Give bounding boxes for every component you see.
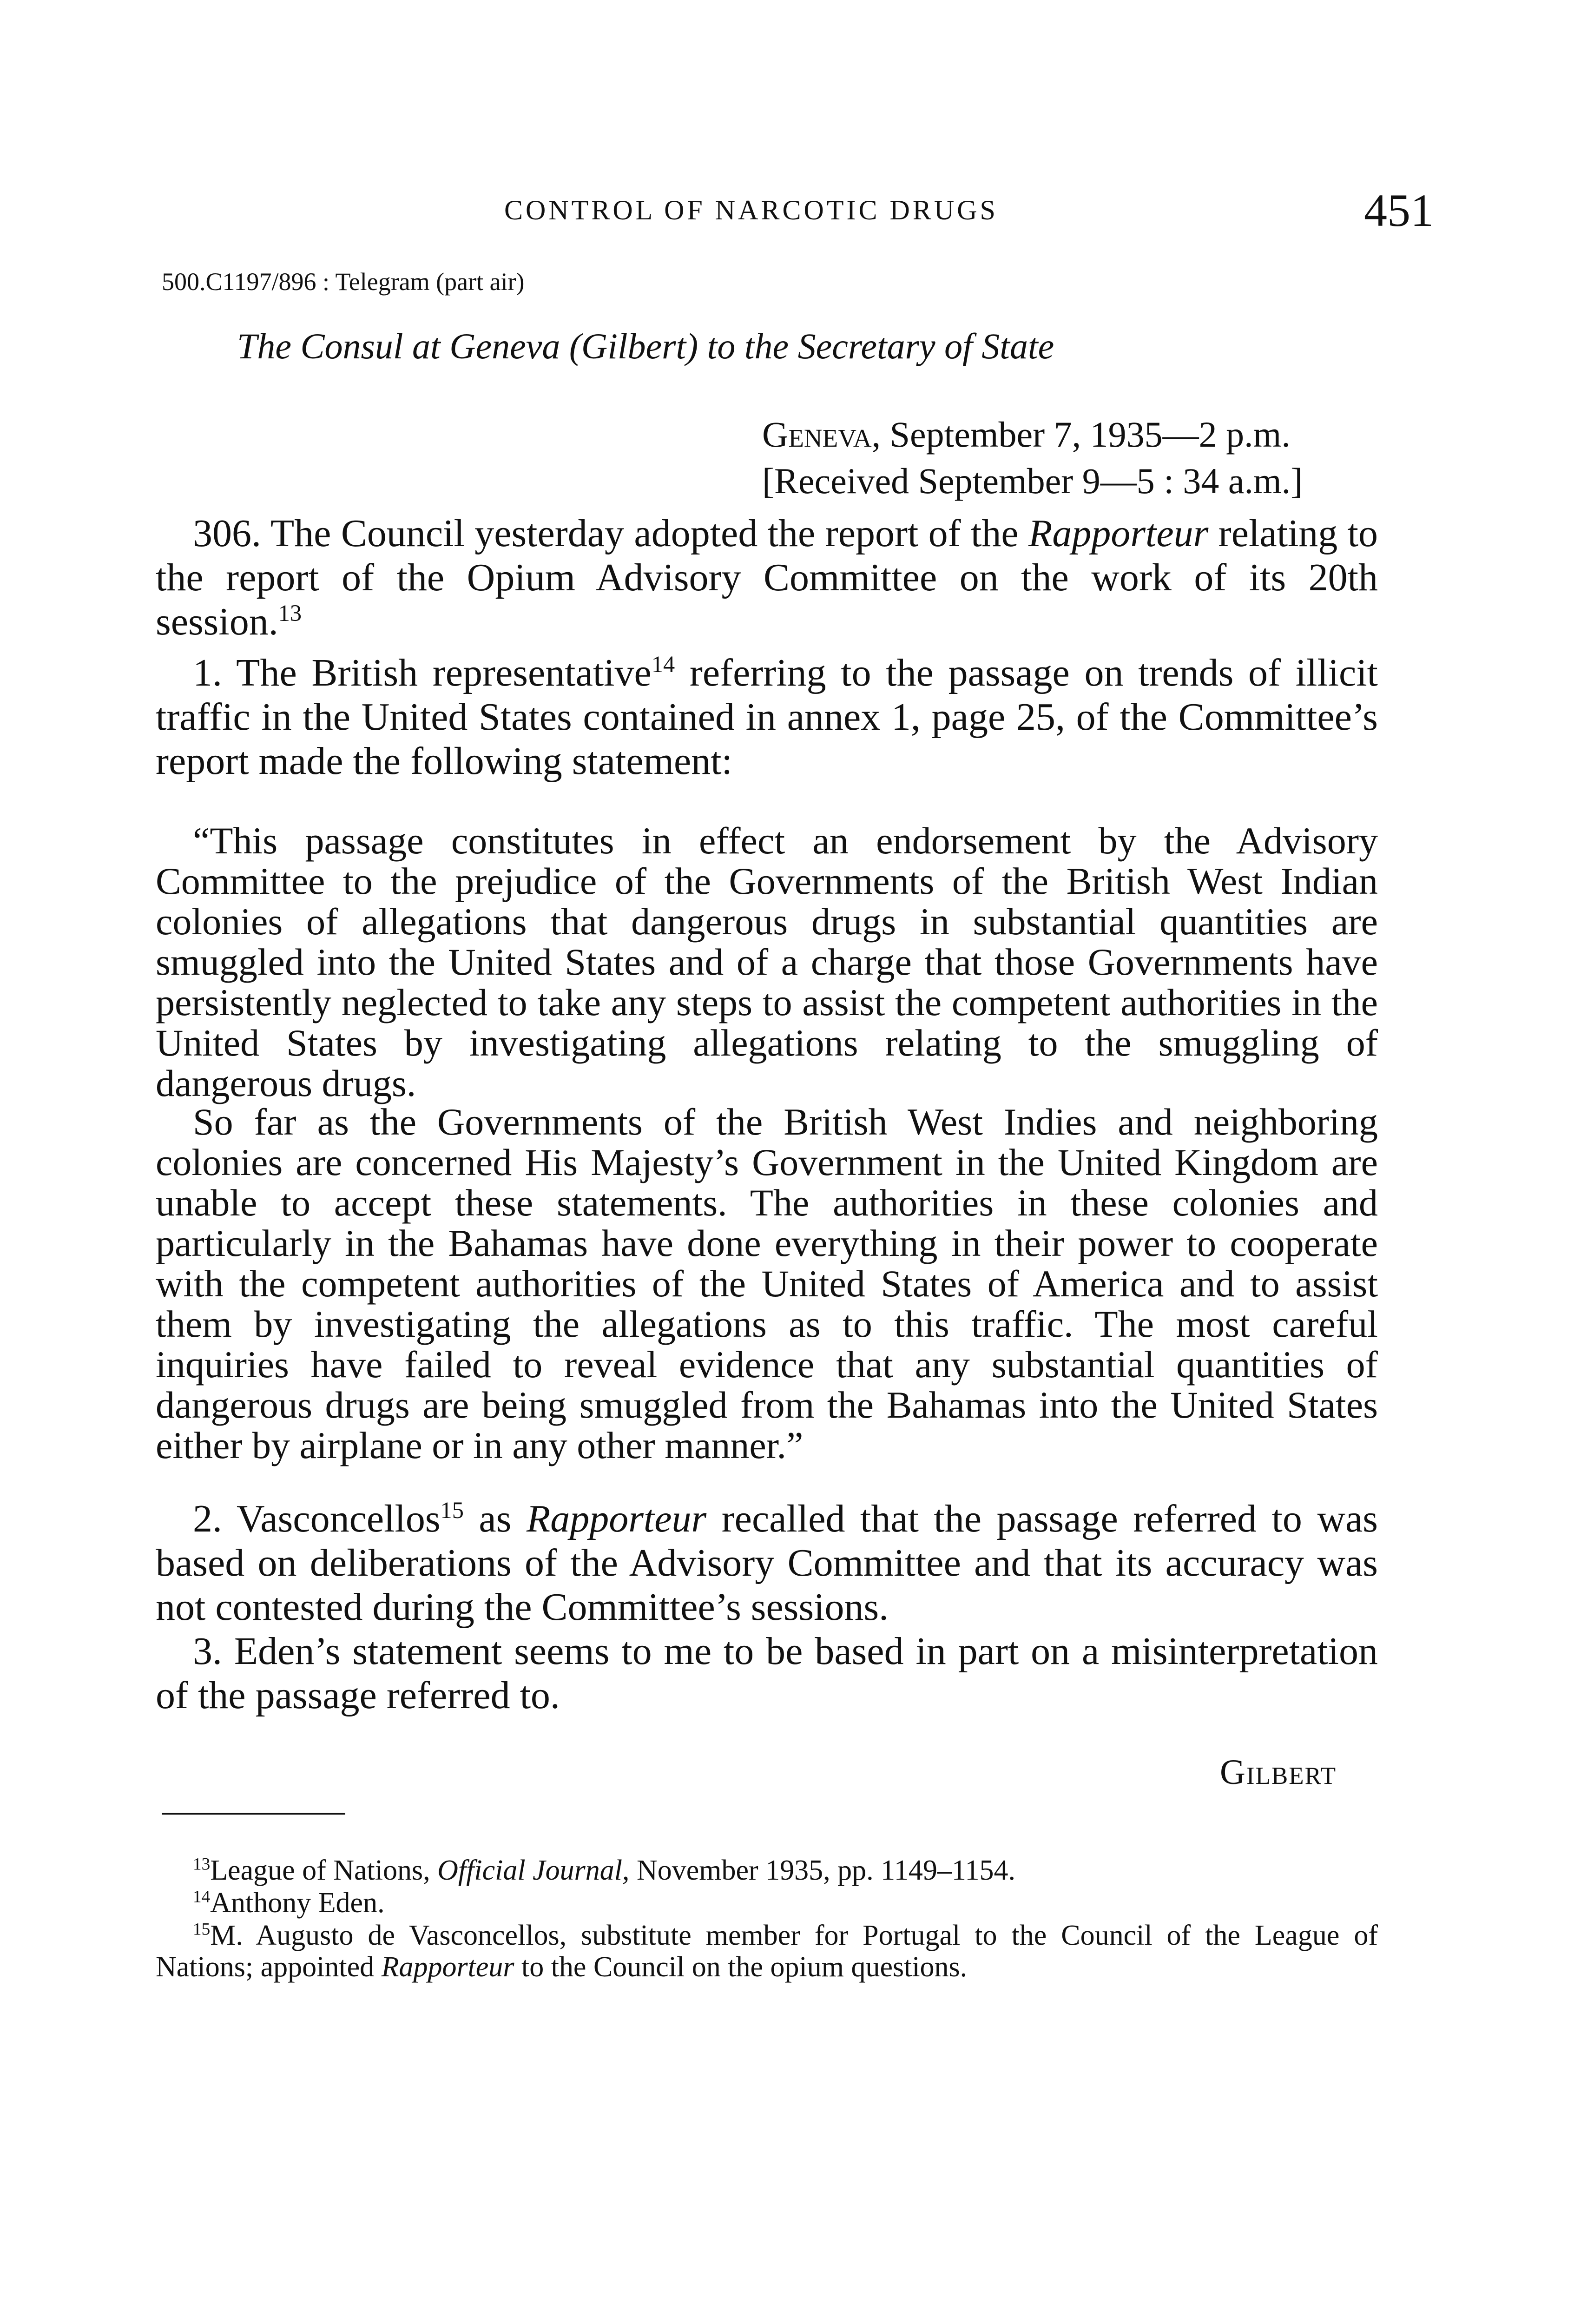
running-title: CONTROL OF NARCOTIC DRUGS — [504, 195, 998, 225]
paragraph-text: relating to the report of the Opium Advisory Committee on the work of its 20th session. — [156, 512, 1378, 643]
footnote-ref: 15 — [440, 1497, 464, 1523]
paragraph-text: as — [463, 1497, 527, 1540]
footnote-italic: Rapporteur — [381, 1951, 514, 1983]
paragraph-3: 3. Eden’s statement seems to me to be based in part on a misinterpretation of the passage referred to. — [156, 1630, 1378, 1717]
paragraph-text: referring to the passage on trends of illicit traffic in the United States contained in annex 1, page 25, of the Committee’s report made the following statement: — [156, 651, 1378, 783]
footnote-text: Anthony Eden. — [210, 1887, 385, 1919]
dateline-place: Geneva — [762, 414, 872, 455]
footnote-mark: 13 — [193, 1855, 211, 1874]
footnote-14 — [156, 1887, 1378, 1919]
footnote-text: League of Nations, — [210, 1855, 438, 1886]
paragraph-text: 2. Vasconcellos — [193, 1497, 441, 1540]
footnote-mark: 15 — [193, 1920, 211, 1939]
rapporteur-term: Rapporteur — [1028, 512, 1209, 555]
paragraph-306 — [156, 511, 1378, 644]
footnote-italic: Official Journal, — [437, 1855, 630, 1886]
footnote-divider — [162, 1813, 345, 1815]
rapporteur-term: Rapporteur — [526, 1497, 707, 1540]
paragraph-1 — [156, 651, 1378, 783]
footnote-ref: 14 — [651, 651, 675, 677]
quoted-statement-part-2: So far as the Governments of the British West Indies and neighboring colonies are concerned His Majesty’s Government in the United Kingdom are unable to accept these statements. The authorities in these colonies and particularly in the Bahamas have done everything in their power to cooperate with the competent authorities of the United States of America and to assist them by investigating the allegations as to this traffic. The most careful inquiries have failed to reveal evidence that any substantial quantities of dangerous drugs are being smuggled from the Bahamas into the United States either by airplane or in any other manner.” — [156, 1101, 1378, 1466]
footnote-ref: 13 — [278, 600, 302, 626]
page-number: 451 — [1364, 185, 1434, 236]
footnote-text: to the Council on the opium questions. — [514, 1951, 968, 1983]
footnote-text: November 1935, pp. 1149–1154. — [629, 1855, 1016, 1886]
paragraph-text: 306. The Council yesterday adopted the report of the — [193, 512, 1029, 555]
footnote-15 — [156, 1920, 1378, 1983]
footnote-text: M. Augusto de Vasconcellos, substitute member for Portugal to the Council of the League of Nations; appointed — [156, 1920, 1378, 1983]
signature: Gilbert — [1220, 1753, 1337, 1792]
footnote-13 — [156, 1855, 1378, 1886]
paragraph-2 — [156, 1497, 1378, 1629]
footnote-mark: 14 — [193, 1887, 211, 1907]
quoted-statement-part-1: “This passage constitutes in effect an endorsement by the Advisory Committee to the prejudice of the Governments of the British West Indian colonies of allegations that dangerous drugs in substantial quantities are smuggled into the United States and of a charge that those Governments have persistently neglected to take any steps to assist the competent authorities in the United States by investigating allegations relating to the smuggling of dangerous drugs. — [156, 819, 1378, 1104]
dateline-date: , September 7, 1935—2 p.m. — [871, 414, 1291, 455]
paragraph-text: recalled that the passage referred to was based on deliberations of the Advisory Committee and that its accuracy was not contested during the Committee’s sessions. — [156, 1497, 1378, 1629]
dateline — [762, 414, 1291, 456]
document-title: The Consul at Geneva (Gilbert) to the Secretary of State — [237, 326, 1054, 366]
received-line: [Received September 9—5 : 34 a.m.] — [762, 461, 1303, 501]
file-reference: 500.C1197/896 : Telegram (part air) — [162, 268, 525, 296]
paragraph-text: 1. The British representative — [193, 651, 652, 694]
